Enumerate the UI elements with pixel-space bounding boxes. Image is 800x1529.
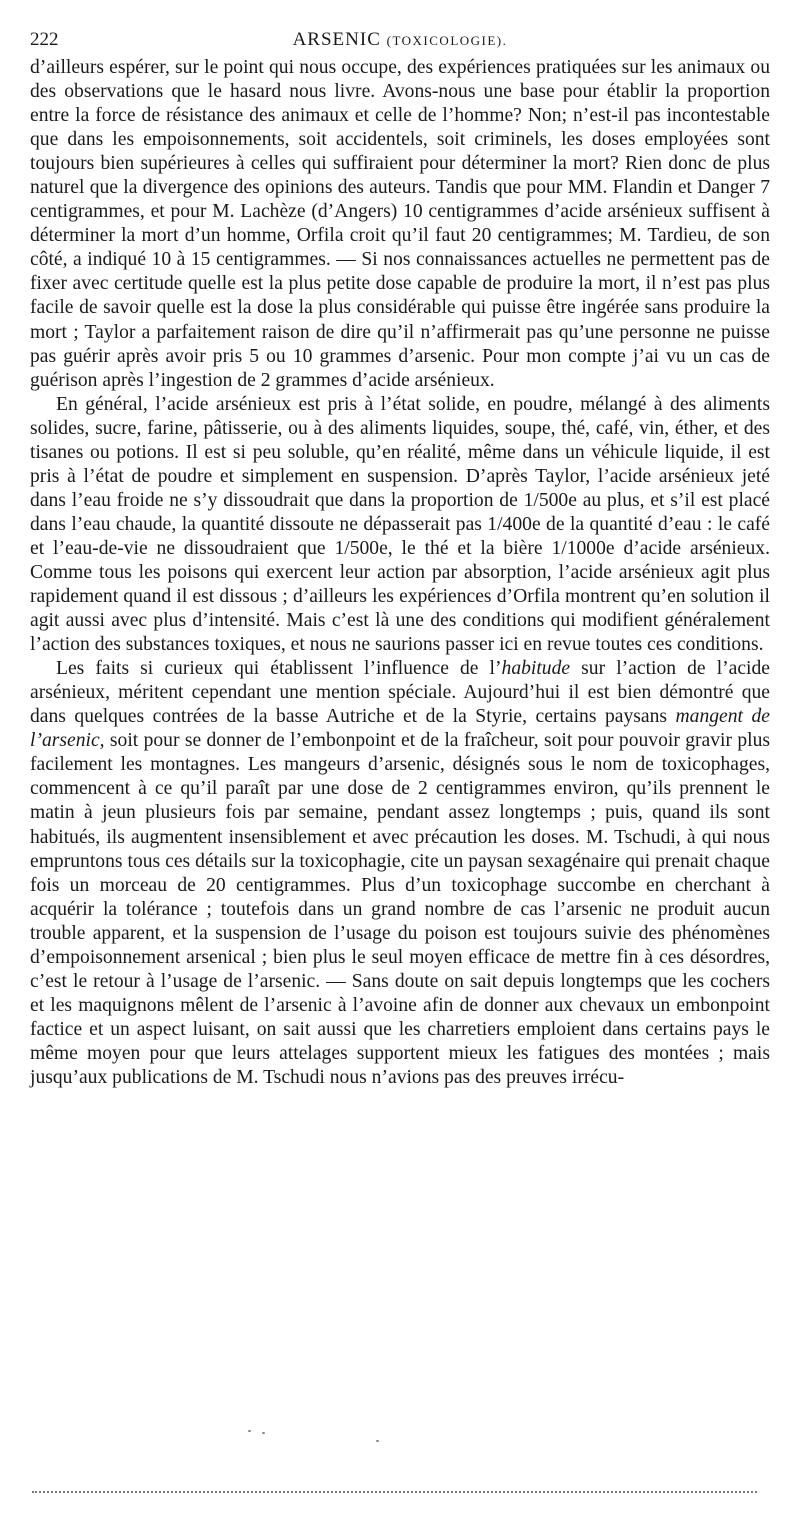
paragraph-1 [30,56,770,393]
running-title-sub: (TOXICOLOGIE). [386,33,508,48]
running-title-main: ARSENIC [292,29,381,50]
paragraph-text: sur l’action de l’acide arsénieux, méritent cependant une mention spéciale. Aujourd’hui il est bien démontré que dans quelques contrées de la basse Autriche et de la Styrie, certains paysans [30,658,770,728]
footer-dotted-rule [32,1491,757,1493]
paragraph-text: soit pour se donner de l’embonpoint et de la fraîcheur, soit pour pouvoir gravir plus facilement les montagnes. Les mangeurs d’arsenic, désignés sous le nom de toxicophages, commencent à ce qu’il paraît par une dose de 2 centigrammes environ, qu’ils prennent le matin à jeun plusieurs fois par semaine, pendant assez longtemps ; puis, quand ils sont habitués, ils augmentent insensiblement et avec précaution les doses. M. Tschudi, à qui nous empruntons tous ces détails sur la toxicophagie, cite un paysan sexagénaire qui prenait chaque fois un morceau de 20 centigrammes. Plus d’un toxicophage succombe en cherchant à acquérir la tolérance ; toutefois dans un grand nombre de cas l’arsenic ne produit aucun trouble apparent, et la suspension de l’usage du poison est toujours suivie des phénomènes d’empoisonnement arsenical ; bien plus le seul moyen efficace de mettre fin à ces désordres, c’est le retour à l’usage de l’arsenic. — Sans doute on sait depuis longtemps que les cochers et les maquignons mêlent de l’arsenic à l’avoine afin de donner aux chevaux un embonpoint factice et un aspect luisant, on sait aussi que les charretiers emploient dans certains pays le même moyen pour que leurs attelages supportent mieux les fatigues des montées ; mais jusqu’aux publications de M. Tschudi nous n’avions pas des preuves irrécu- [30,730,770,1088]
emphasis-habitude: habitude [501,658,571,680]
print-speck [262,1432,265,1434]
body-text [30,56,770,1090]
print-speck [248,1430,251,1432]
page-number: 222 [30,29,59,50]
print-speck [376,1440,379,1442]
emphasis-mangent-de-larsenic: mangent de l’arsenic, [30,706,771,752]
paragraph-2 [30,393,770,658]
running-title [30,26,770,55]
paragraph-text: Les faits si curieux qui établissent l’influence de l’ [56,658,502,680]
paragraph-3 [30,657,770,1090]
paragraph-text: En général, l’acide arsénieux est pris à l’état solide, en poudre, mélangé à des aliments solides, sucre, farine, pâtisserie, ou à des aliments liquides, soupe, thé, café, vin, éther, et des tisanes ou potions. Il est si peu soluble, qu’en réalité, même dans un véhicule liquide, il est pris à l’état de poudre et simplement en suspension. D’après Taylor, l’acide arsénieux jeté dans l’eau froide ne s’y dissoudrait que dans la proportion de 1/500e au plus, et s’il est placé dans l’eau chaude, la quantité dissoute ne dépasserait pas 1/400e de la quantité d’eau : le café et l’eau-de-vie ne dissoudraient que 1/500e, le thé et la bière 1/1000e d’acide arsénieux. Comme tous les poisons qui exercent leur action par absorption, l’acide arsénieux agit plus rapidement quand il est dissous ; d’ailleurs les expériences d’Orfila montrent qu’en solution il agit aussi avec plus d’intensité. Mais c’est là une des conditions qui modifient généralement l’action des substances toxiques, et nous ne saurions passer ici en revue toutes ces conditions. [30,393,770,656]
book-page [30,26,770,1090]
page-header [30,26,770,54]
paragraph-text: d’ailleurs espérer, sur le point qui nous occupe, des expériences pratiquées sur les animaux ou des observations que le hasard nous livre. Avons-nous une base pour établir la proportion entre la force de résistance des animaux et celle de l’homme? Non; n’est-il pas incontestable que dans les empoisonnements, soit accidentels, soit criminels, les doses employées sont toujours bien supérieures à celles qui suffiraient pour déterminer la mort? Rien donc de plus naturel que la divergence des opinions des auteurs. Tandis que pour MM. Flandin et Danger 7 centigrammes, et pour M. Lachèze (d’Angers) 10 centigrammes d’acide arsénieux suffisent à déterminer la mort d’un homme, Orfila croit qu’il faut 20 centigrammes; M. Tardieu, de son côté, a indiqué 10 à 15 centigrammes. — Si nos connaissances actuelles ne permettent pas de fixer avec certitude quelle est la plus petite dose capable de produire la mort, il n’est pas plus facile de savoir quelle est la dose la plus considérable qui puisse être ingérée sans produire la mort ; Taylor a parfaitement raison de dire qu’il n’affirmerait pas qu’une personne ne puisse pas guérir après avoir pris 5 ou 10 grammes d’arsenic. Pour mon compte j’ai vu un cas de guérison après l’ingestion de 2 grammes d’acide arsénieux. [30,57,770,391]
